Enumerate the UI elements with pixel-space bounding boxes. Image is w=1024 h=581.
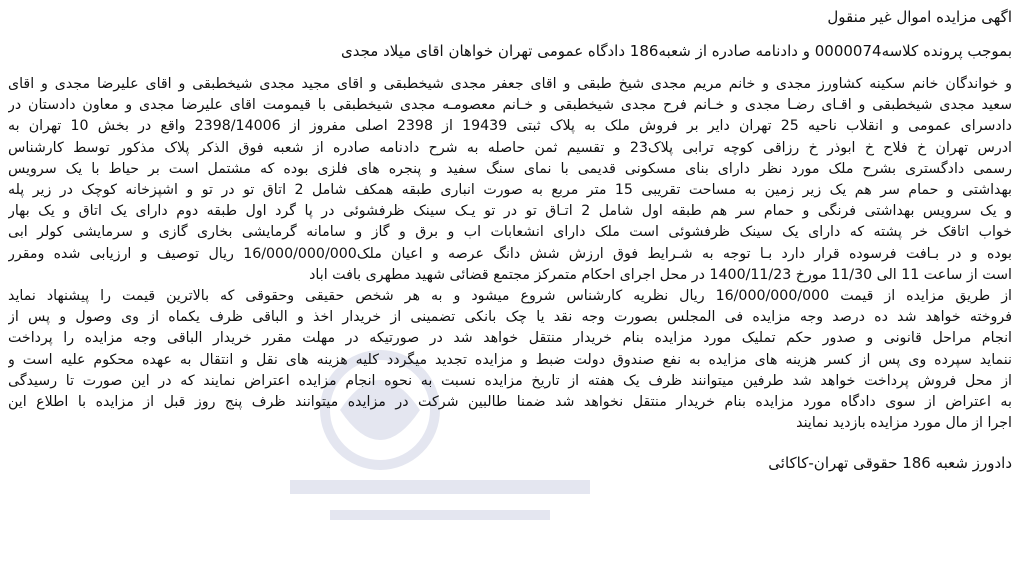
case-reference: بموجب پرونده کلاسه0000074 و دادنامه صادره از شعبه186 دادگاه عمومی تهران خواهان اقای میلاد مجدی: [341, 42, 1012, 60]
paragraph-line: است از ساعت 11 الی 11/30 مورخ 1400/11/23 در محل اجرای احکام متمرکز مجتمع قضائی شهید مطهری بافت اباد: [309, 266, 1012, 283]
paragraph-line: و خواندگان خانم سکینه کشاورز مجدی و خانم مریم مجدی شیخ طبقی و اقای جعفر مجدی شیخطبقی و اقای مجید مجدی شیخطبقی و اقای علیرضا مجدی و اقای: [8, 76, 1012, 92]
paragraph-line: بهداشتی و حمام سر هم یک زیر زمین به مساحت تقریبی 15 متر مربع به صورت انباری طبقه همکف شامل 2 اتاق تو در تو و اشپزخانه کوچک در زیر پله: [8, 182, 1012, 199]
paragraph-line: ادرس تهران خ فلاح خ ابوذر خ رزاقی کوچه ترابی پلاک23 و تقسیم ثمن حاصله به شرح دادنامه صادره از شعبه فوق الذکر پلاک مذکور توسط کارشناس: [8, 139, 1012, 156]
paragraph-line: به اعتراض از سوی دادگاه مورد مزایده بنام خریدار منتقل نخواهد شد ضمنا طالبین شرکت در مزایده میتوانند ظرف پنج روز قبل از مزایده با اطلاع این: [8, 394, 1012, 411]
paragraph-line: سعید مجدی شیخطبقی و اقـای رضـا مجدی و خـانم فرح مجدی شیخطبقی و خـانم معصومـه مجدی شیخطبقی با قیمومت اقای علیرضا مجدی و معاون دادستان در: [8, 97, 1012, 114]
notice-title: اگهی مزایده اموال غیر منقول: [827, 8, 1012, 26]
signature-line: دادورز شعبه 186 حقوقی تهران-کاکائی: [768, 454, 1012, 473]
paragraph-line: اجرا از مال مورد مزایده بازدید نمایند: [796, 415, 1012, 432]
paragraph-line: فروخته خواهد شد ده درصد وجه مزایده فی المجلس بصورت وجه نقد یا چک بانکی تضمینی از خریدار اخذ و الباقی ظرف یکماه از وی وصول و پس از: [8, 309, 1012, 326]
paragraph-line: انجام مراحل قانونی و صدور حکم تملیک مورد مزایده بنام خریدار منتقل خواهد شد در صورتیکه در مهلت مقرر خریدار الباقی وجه مزایده را پرداخت: [8, 330, 1012, 347]
paragraph-line: ننماید سپرده وی پس از کسر هزینه های مزایده به نفع صندوق دولت ضبط و مزایده تجدید میگردد کلیه هزینه های نقل و انتقال به عهده محکوم علیه است و: [8, 351, 1012, 368]
notice-document: [8, 6, 1012, 474]
paragraph-line: و یک سرویس بهداشتی فرنگی و حمام سر هم طبقه اول شامل 2 اتـاق تو در تو یـک سینک ظرفشوئی در پا گرد اول طبقه دوم دارای یک اتاق و یک بهار: [8, 203, 1012, 220]
paragraph-line: از طریق مزایده از قیمت 16/000/000/000 ریال نظریه کارشناس شروع میشود و به هر شخص حقیقی وحقوقی که بالاترین قیمت را پیشنهاد نماید: [8, 288, 1012, 305]
paragraph-line: رسمی دادگستری بشرح ملک مورد نظر دارای بنای مسکونی قدیمی با نمای سنگ سفید و پنجره های فلزی بوده که مشتمل است بر حیاط با یک سرویس: [8, 160, 1012, 177]
auction-terms-paragraph: [8, 286, 1012, 434]
paragraph-line: از محل فروش پرداخت خواهد شد طرفین میتوانند ظرف یک هفته از تاریخ مزایده نسبت به نحوه انجام مزایده اعتراض نمایند که در این صورت تا رسیدگی: [8, 372, 1012, 389]
property-description-paragraph: [8, 74, 1012, 286]
paragraph-line: خواب اتاقک خر پشته که دارای یک سینک ظرفشوئی است ملک دارای انشعابات اب و برق و گاز و سامانه گرمایشی بخاری گازی و سرمایشی کولر ابی: [8, 224, 1012, 241]
paragraph-line: دادسرای عمومی و انقلاب ناحیه 25 تهران دایر بر فروش ملک به پلاک ثبتی 19439 از 2398 اصلی مفروز از 2398/14006 واقع در بخش 10 تهران به: [8, 118, 1012, 135]
paragraph-line: بوده و در بـافت فرسوده قرار دارد بـا توجه به شـرایط فوق ارزش شش دانگ عرصه و اعیان ملک16/000/000/000 ریال توصیف و ارزیابی شده ومقرر: [8, 245, 1012, 262]
